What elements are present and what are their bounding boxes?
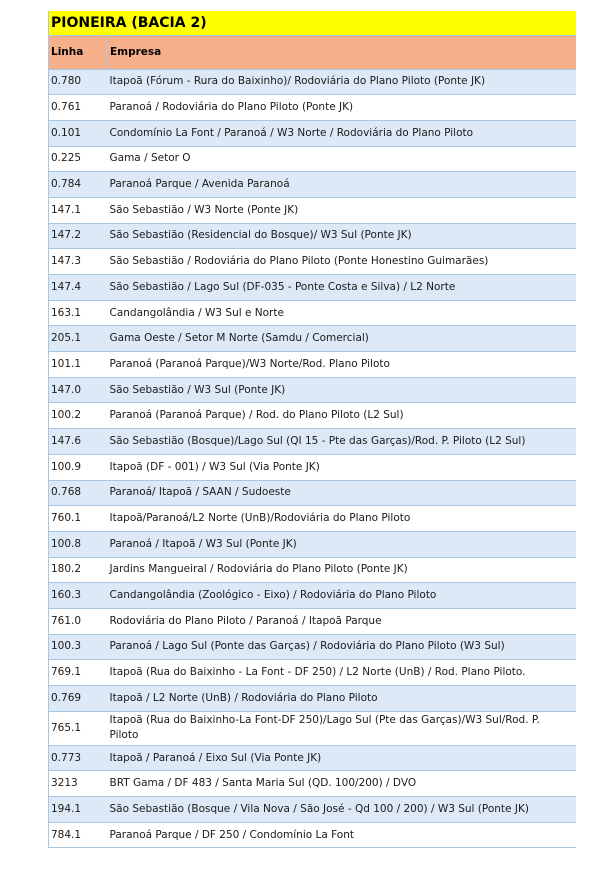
cell-empresa: Paranoá / Lago Sul (Ponte das Garças) / Rodoviária do Plano Piloto (W3 Sul) (108, 634, 577, 660)
cell-linha: 147.1 (49, 197, 108, 223)
table-row (49, 429, 577, 455)
cell-empresa: Condomínio La Font / Paranoá / W3 Norte / Rodoviária do Plano Piloto (108, 120, 577, 146)
table-row (49, 557, 577, 583)
cell-empresa: São Sebastião / W3 Norte (Ponte JK) (108, 197, 577, 223)
cell-linha: 147.3 (49, 249, 108, 275)
header-empresa: Empresa (108, 35, 577, 69)
cell-linha: 100.9 (49, 454, 108, 480)
table-row (49, 95, 577, 121)
cell-linha: 0.784 (49, 172, 108, 198)
cell-linha: 100.8 (49, 531, 108, 557)
table-row (49, 120, 577, 146)
bus-lines-table (48, 11, 576, 848)
cell-empresa: Paranoá (Paranoá Parque) / Rod. do Plano Piloto (L2 Sul) (108, 403, 577, 429)
cell-empresa: São Sebastião / Lago Sul (DF-035 - Ponte Costa e Silva) / L2 Norte (108, 275, 577, 301)
cell-linha: 0.769 (49, 686, 108, 712)
table-row (49, 480, 577, 506)
table-row (49, 326, 577, 352)
cell-linha: 0.768 (49, 480, 108, 506)
cell-linha: 0.101 (49, 120, 108, 146)
table-title-row (49, 11, 577, 35)
table-row (49, 172, 577, 198)
table-row (49, 506, 577, 532)
cell-empresa: Paranoá Parque / DF 250 / Condomínio La Font (108, 822, 577, 848)
cell-linha: 0.225 (49, 146, 108, 172)
cell-linha: 205.1 (49, 326, 108, 352)
table-row (49, 403, 577, 429)
table-row (49, 745, 577, 771)
table-row (49, 69, 577, 95)
table-row (49, 300, 577, 326)
cell-linha: 760.1 (49, 506, 108, 532)
cell-empresa: Jardins Mangueiral / Rodoviária do Plano Piloto (Ponte JK) (108, 557, 577, 583)
cell-empresa: BRT Gama / DF 483 / Santa Maria Sul (QD. 100/200) / DVO (108, 771, 577, 797)
cell-empresa: Paranoá (Paranoá Parque)/W3 Norte/Rod. Plano Piloto (108, 352, 577, 378)
cell-linha: 180.2 (49, 557, 108, 583)
cell-linha: 163.1 (49, 300, 108, 326)
table-row (49, 797, 577, 823)
cell-linha: 147.2 (49, 223, 108, 249)
cell-empresa: Itapoã/Paranoá/L2 Norte (UnB)/Rodoviária do Plano Piloto (108, 506, 577, 532)
cell-linha: 761.0 (49, 608, 108, 634)
cell-empresa: São Sebastião (Bosque)/Lago Sul (QI 15 - Pte das Garças)/Rod. P. Piloto (L2 Sul) (108, 429, 577, 455)
cell-linha: 3213 (49, 771, 108, 797)
cell-empresa: Itapoã (Rua do Baixinho - La Font - DF 250) / L2 Norte (UnB) / Rod. Plano Piloto. (108, 660, 577, 686)
cell-linha: 784.1 (49, 822, 108, 848)
cell-empresa: Itapoã / Paranoá / Eixo Sul (Via Ponte JK) (108, 745, 577, 771)
table-row (49, 377, 577, 403)
cell-empresa: Paranoá / Itapoã / W3 Sul (Ponte JK) (108, 531, 577, 557)
table-row (49, 249, 577, 275)
cell-linha: 194.1 (49, 797, 108, 823)
cell-linha: 765.1 (49, 711, 108, 745)
table-row (49, 660, 577, 686)
cell-empresa: Paranoá Parque / Avenida Paranoá (108, 172, 577, 198)
cell-empresa: Gama Oeste / Setor M Norte (Samdu / Comercial) (108, 326, 577, 352)
table-row (49, 146, 577, 172)
table-row (49, 531, 577, 557)
cell-empresa: Rodoviária do Plano Piloto / Paranoá / Itapoã Parque (108, 608, 577, 634)
table-title: PIONEIRA (BACIA 2) (49, 11, 577, 35)
table-row (49, 454, 577, 480)
cell-empresa: Itapoã / L2 Norte (UnB) / Rodoviária do Plano Piloto (108, 686, 577, 712)
cell-empresa: São Sebastião / Rodoviária do Plano Piloto (Ponte Honestino Guimarães) (108, 249, 577, 275)
cell-linha: 0.761 (49, 95, 108, 121)
cell-empresa: São Sebastião (Bosque / Vila Nova / São José - Qd 100 / 200) / W3 Sul (Ponte JK) (108, 797, 577, 823)
table-header-row (49, 35, 577, 69)
cell-linha: 100.3 (49, 634, 108, 660)
cell-empresa: Gama / Setor O (108, 146, 577, 172)
cell-empresa: Paranoá / Rodoviária do Plano Piloto (Ponte JK) (108, 95, 577, 121)
header-linha: Linha (49, 35, 108, 69)
cell-linha: 147.0 (49, 377, 108, 403)
cell-empresa: Itapoã (DF - 001) / W3 Sul (Via Ponte JK) (108, 454, 577, 480)
cell-empresa: São Sebastião (Residencial do Bosque)/ W3 Sul (Ponte JK) (108, 223, 577, 249)
cell-empresa: Itapoã (Rua do Baixinho-La Font-DF 250)/Lago Sul (Pte das Garças)/W3 Sul/Rod. P. Piloto (108, 711, 577, 745)
table-row (49, 352, 577, 378)
cell-linha: 0.780 (49, 69, 108, 95)
cell-linha: 147.6 (49, 429, 108, 455)
cell-linha: 0.773 (49, 745, 108, 771)
table-row (49, 197, 577, 223)
cell-empresa: Paranoá/ Itapoã / SAAN / Sudoeste (108, 480, 577, 506)
cell-linha: 101.1 (49, 352, 108, 378)
cell-empresa: Itapoã (Fórum - Rura do Baixinho)/ Rodoviária do Plano Piloto (Ponte JK) (108, 69, 577, 95)
table-row (49, 686, 577, 712)
cell-empresa: Candangolândia (Zoológico - Eixo) / Rodoviária do Plano Piloto (108, 583, 577, 609)
cell-linha: 100.2 (49, 403, 108, 429)
cell-empresa: Candangolândia / W3 Sul e Norte (108, 300, 577, 326)
cell-linha: 160.3 (49, 583, 108, 609)
cell-linha: 147.4 (49, 275, 108, 301)
cell-linha: 769.1 (49, 660, 108, 686)
table-row (49, 711, 577, 745)
table-row (49, 223, 577, 249)
table-row (49, 822, 577, 848)
table-row (49, 771, 577, 797)
table-row (49, 583, 577, 609)
table-row (49, 608, 577, 634)
table-row (49, 275, 577, 301)
cell-empresa: São Sebastião / W3 Sul (Ponte JK) (108, 377, 577, 403)
table-row (49, 634, 577, 660)
